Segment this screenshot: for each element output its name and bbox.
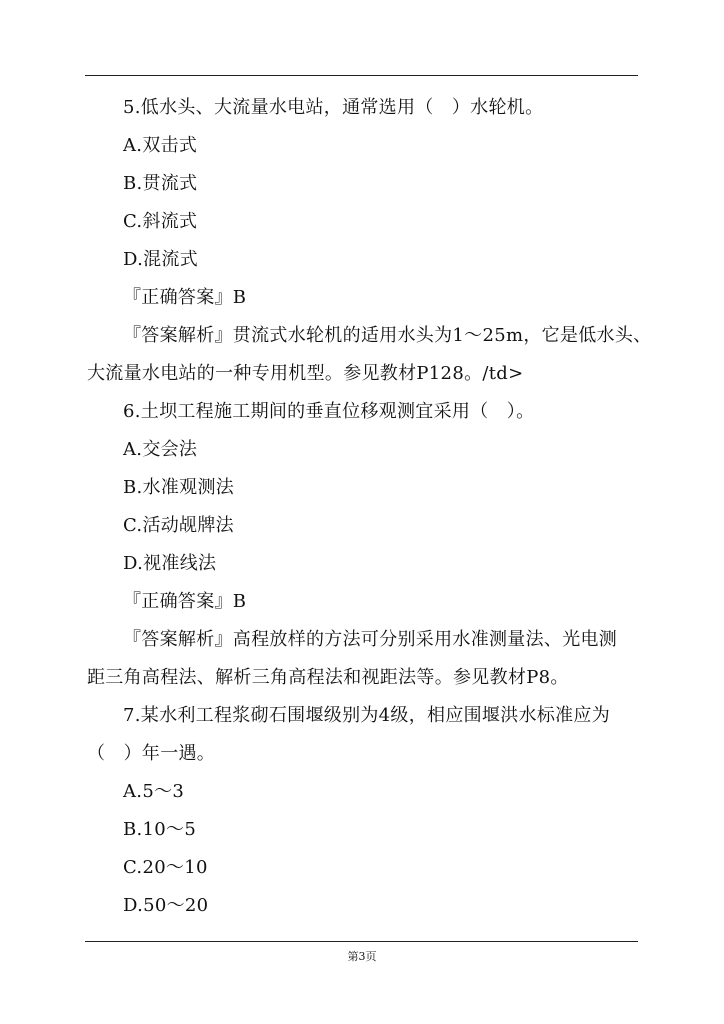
question-7-stem-line1: 7.某水利工程浆砌石围堰级别为4级，相应围堰洪水标准应为 (123, 705, 611, 726)
question-6-answer: 『正确答案』B (123, 591, 247, 612)
question-5-answer: 『正确答案』B (123, 287, 247, 308)
question-5-option-d: D.混流式 (123, 249, 199, 270)
question-5-analysis-line1: 『答案解析』贯流式水轮机的适用水头为1～25m，它是低水头、 (123, 325, 652, 346)
question-6-stem: 6.土坝工程施工期间的垂直位移观测宜采用（ ）。 (123, 401, 535, 422)
question-7-option-d: D.50～20 (123, 895, 209, 916)
question-5-option-b: B.贯流式 (123, 173, 198, 194)
question-7-option-a: A.5～3 (123, 781, 185, 802)
question-6-option-d: D.视准线法 (123, 553, 217, 574)
footer-rule (85, 941, 638, 942)
question-6-analysis-line1: 『答案解析』高程放样的方法可分别采用水准测量法、光电测 (123, 629, 618, 650)
question-6-option-c: C.活动觇牌法 (123, 515, 234, 536)
page-number: 第3页 (347, 950, 377, 963)
question-6-option-b: B.水准观测法 (123, 477, 235, 498)
question-5-analysis-line2: 大流量水电站的一种专用机型。参见教材P128。/td> (87, 363, 524, 384)
question-7-stem-line2: （ ）年一遇。 (87, 743, 216, 764)
question-6-analysis-line2: 距三角高程法、解析三角高程法和视距法等。参见教材P8。 (87, 667, 569, 688)
question-5-stem: 5.低水头、大流量水电站，通常选用（ ）水轮机。 (123, 97, 544, 118)
question-6-option-a: A.交会法 (123, 439, 198, 460)
question-7-option-b: B.10～5 (123, 819, 197, 840)
question-5-option-a: A.双击式 (123, 135, 198, 156)
question-5-option-c: C.斜流式 (123, 211, 198, 232)
question-7-option-c: C.20～10 (123, 857, 208, 878)
header-rule (85, 75, 638, 76)
